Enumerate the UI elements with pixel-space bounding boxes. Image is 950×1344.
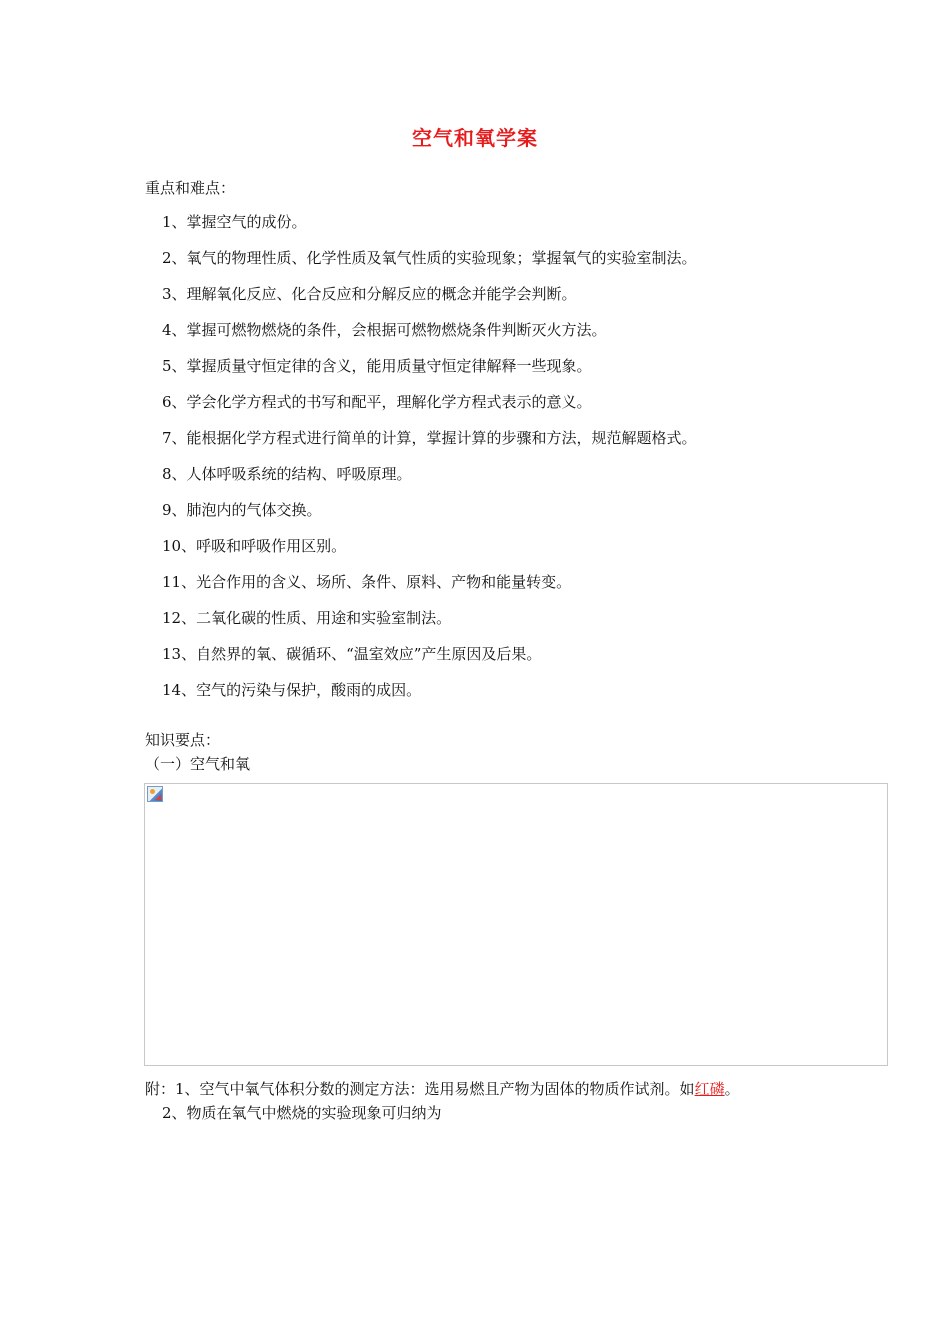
key-point-item: 6、学会化学方程式的书写和配平，理解化学方程式表示的意义。: [162, 393, 592, 411]
key-point-item: 4、掌握可燃物燃烧的条件，会根据可燃物燃烧条件判断灭火方法。: [162, 321, 607, 339]
note-1-text: 附：1、空气中氧气体积分数的测定方法：选用易燃且产物为固体的物质作试剂。如: [145, 1080, 695, 1098]
key-point-item: 1、掌握空气的成份。: [162, 213, 307, 231]
key-point-item: 2、氧气的物理性质、化学性质及氧气性质的实验现象；掌握氧气的实验室制法。: [162, 249, 697, 267]
key-point-item: 14、空气的污染与保护，酸雨的成因。: [162, 681, 422, 699]
key-point-item: 11、光合作用的含义、场所、条件、原料、产物和能量转变。: [162, 573, 572, 591]
key-point-item: 13、自然界的氧、碳循环、“温室效应”产生原因及后果。: [162, 645, 542, 663]
broken-image-placeholder: [144, 783, 888, 1066]
key-point-item: 7、能根据化学方程式进行简单的计算，掌握计算的步骤和方法，规范解题格式。: [162, 429, 697, 447]
page-title: 空气和氧学案: [412, 126, 538, 150]
key-point-item: 3、理解氧化反应、化合反应和分解反应的概念并能学会判断。: [162, 285, 577, 303]
key-points-heading: 重点和难点：: [145, 179, 236, 197]
note-1: [145, 1079, 740, 1099]
key-point-item: 10、呼吸和呼吸作用区别。: [162, 537, 347, 555]
note-1-end: 。: [724, 1080, 740, 1098]
note-2: 2、物质在氧气中燃烧的实验现象可归纳为: [162, 1104, 442, 1122]
key-point-item: 12、二氧化碳的性质、用途和实验室制法。: [162, 609, 452, 627]
key-point-item: 5、掌握质量守恒定律的含义，能用质量守恒定律解释一些现象。: [162, 357, 592, 375]
key-point-item: 9、肺泡内的气体交换。: [162, 501, 322, 519]
red-phosphorus-link[interactable]: 红磷: [694, 1080, 725, 1098]
knowledge-subheading: （一）空气和氧: [145, 755, 251, 773]
knowledge-heading: 知识要点：: [145, 731, 221, 749]
broken-image-icon: [147, 786, 163, 802]
key-points-list: [162, 212, 697, 716]
key-point-item: 8、人体呼吸系统的结构、呼吸原理。: [162, 465, 412, 483]
